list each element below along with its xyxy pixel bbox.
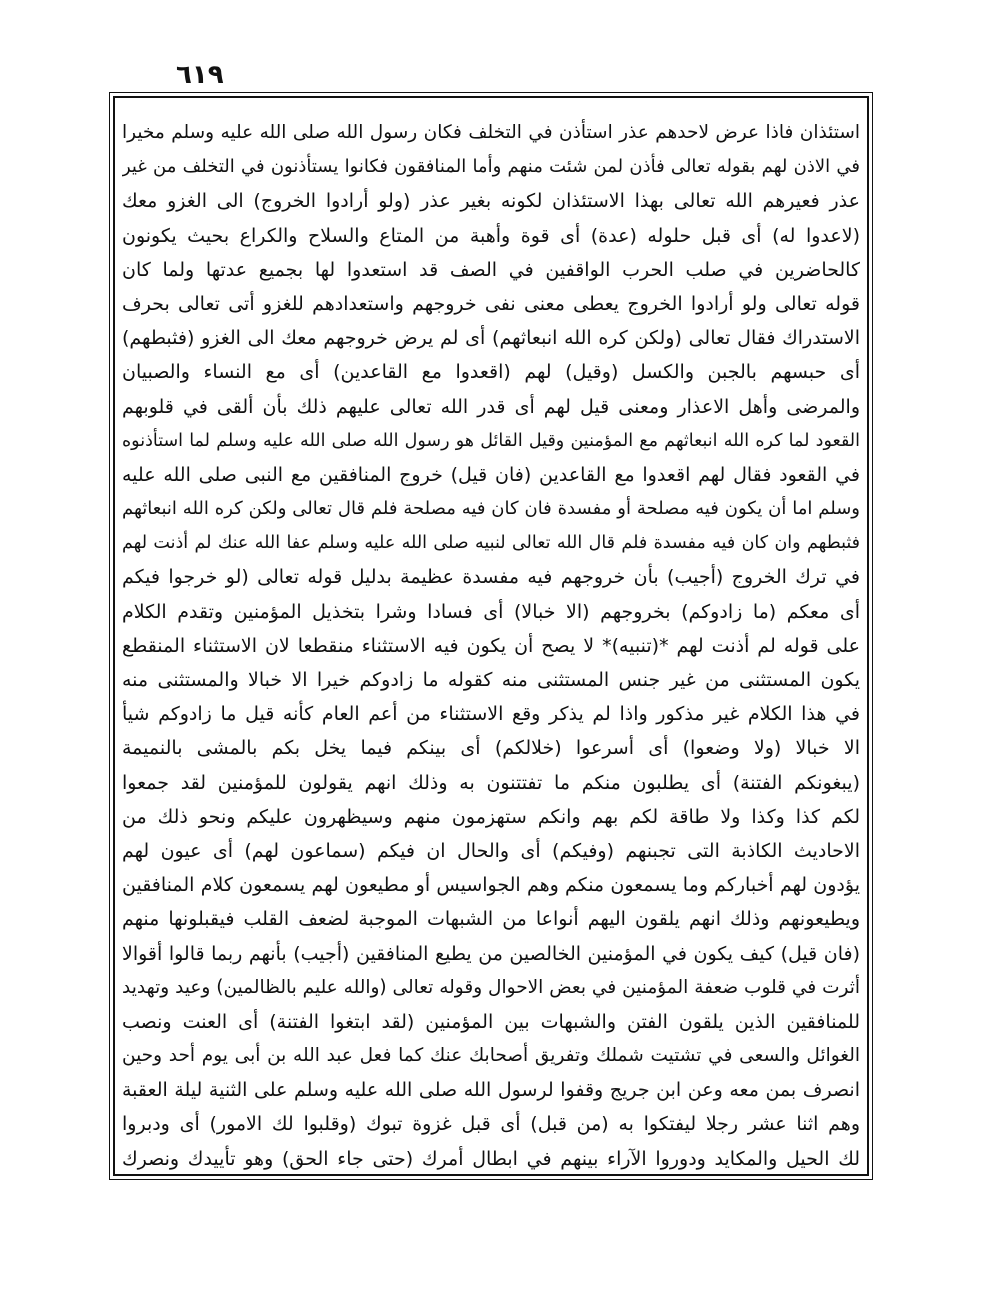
text-line: الغوائل والسعى في تشتيت شملك وتفريق أصحابك عنك كما فعل عبد الله بن أبى يوم أحد وحين [122,1045,860,1067]
text-line: وهم اثنا عشر رجلا ليفتكوا به (من قبل) أى قبل غزوة تبوك (وقلبوا لك الامور) أى ودبروا [122,1113,860,1136]
text-line: للمنافقين الذين يلقون الفتن والشبهات بين المؤمنين (لقد ابتغوا الفتنة) أى العنت ونصب [122,1010,860,1033]
text-line: (فان قيل) كيف يكون في المؤمنين الخالصين من يطيع المنافقين (أجيب) بأنهم ربما قالوا أقوالا [122,942,860,965]
page-number: ٦١٩ [176,60,224,90]
text-line: ويطيعونهم وذلك انهم يلقون اليهم أنواعا من الشبهات الموجبة لضعف القلب فيقبلونها منهم [122,908,860,931]
text-line: استئذان فاذا عرض لاحدهم عذر استأذن في التخلف فكان رسول الله صلى الله عليه وسلم مخيرا [122,122,860,143]
text-line: عذر فعيرهم الله تعالى بهذا الاستئذان لكونه بغير عذر (ولو أرادوا الخروج) الى الغزو معك [122,190,860,213]
text-line: أى حبسهم بالجبن والكسل (وقيل) لهم (اقعدوا مع القاعدين) أى مع النساء والصبيان [122,361,860,384]
text-line: كالحاضرين في صلب الحرب الواقفين في الصف قد استعدوا لها بجميع عدتها ولما كان [122,258,860,281]
text-line: الاستدراك فقال تعالى (ولكن كره الله انبعاثهم) أى لم يرض خروجهم معك الى الغزو (فثبطهم) [122,327,860,350]
text-line: يكون المستثنى من غير جنس المستثنى منه كقوله ما زادوكم خيرا الا خبالا والمستثنى منه [122,669,860,691]
text-line: في القعود فقال لهم اقعدوا مع القاعدين (فان قيل) خروج المنافقين مع النبى صلى الله عليه [122,463,860,486]
text-line: الاحاديث الكاذبة التى تجبنهم (وفيكم) أى والحال ان فيكم (سماعون لهم) أى عيون لهم [122,839,860,862]
text-line: في هذا الكلام غير مذكور واذا لم يذكر وقع الاستثناء من أعم العام كأنه قيل ما زادوكم شيأ [122,703,860,726]
text-line: الا خبالا (ولا وضعوا) أى أسرعوا (خلالكم) أى بينكم فيما يخل بكم بالمشى بالنميمة [122,737,860,760]
text-line: لك الحيل والمكايد ودوروا الآراء بينهم في ابطال أمرك (حتى جاء الحق) وهو تأييدك ونصرك [122,1147,860,1170]
text-line: القعود لما كره الله انبعاثهم مع المؤمنين وقيل القائل هو رسول الله صلى الله عليه وسلم لما استأذنوه [122,430,860,451]
text-line: في ترك الخروج (أجيب) بأن خروجهم فيه مفسدة عظيمة بدليل قوله تعالى (لو خرجوا فيكم [122,566,860,589]
text-line: والمرضى وأهل الاعذار ومعنى قيل لهم أى قدر الله تعالى عليهم ذلك بأن ألقى في قلوبهم [122,395,860,418]
text-line: أى معكم (ما زادوكم) بخروجهم (الا خبالا) أى فسادا وشرا بتخذيل المؤمنين وتقدم الكلام [122,600,860,623]
text-line: فثبطهم وان كان فيه مفسدة فلم قال الله تعالى لنبيه صلى الله عليه وسلم عفا الله عنك لم أذنت لهم [122,533,860,554]
text-line: انصرف بمن معه وعن ابن جريج وقفوا لرسول الله صلى الله عليه وسلم على الثنية ليلة العقبة [122,1079,860,1102]
text-line: قوله تعالى ولو أرادوا الخروج يعطى معنى نفى خروجهم واستعدادهم للغزو أتى تعالى بحرف [122,292,860,315]
text-line: على قوله لم أذنت لهم *(تنبيه)* لا يصح أن يكون فيه الاستثناء منقطعا لان الاستثناء المنقطع [122,634,860,657]
text-line: في الاذن لهم بقوله تعالى فأذن لمن شئت منهم وأما المنافقون فكانوا يستأذنون في التخلف من غير [122,156,860,178]
text-line: (يبغونكم الفتنة) أى يطلبون منكم ما تفتتنون به وذلك انهم يقولون للمؤمنين لقد جمعوا [122,771,860,794]
text-body [122,116,860,1176]
text-line: لكم كذا وكذا ولا طاقة لكم بهم وانكم ستهزمون منهم وسيظهرون عليكم ونحو ذلك من [122,805,860,828]
text-line: وسلم اما أن يكون فيه مصلحة أو مفسدة فان كان فيه مصلحة فلم قال تعالى ولكن كره الله انبعاثهم [122,498,860,520]
text-line: أثرت في قلوب ضعفة المؤمنين في بعض الاحوال وقوله تعالى (والله عليم بالظالمين) وعيد وتهديد [122,976,860,998]
text-line: (لاعدوا له) أى قبل حلوله (عدة) أى قوة وأهبة من المتاع والسلاح والكراع بحيث يكونون [122,224,860,247]
text-line: يؤدون لهم أخباركم وما يسمعون منكم وهم الجواسيس أو مطيعون لهم يسمعون كلام المنافقين [122,874,860,897]
